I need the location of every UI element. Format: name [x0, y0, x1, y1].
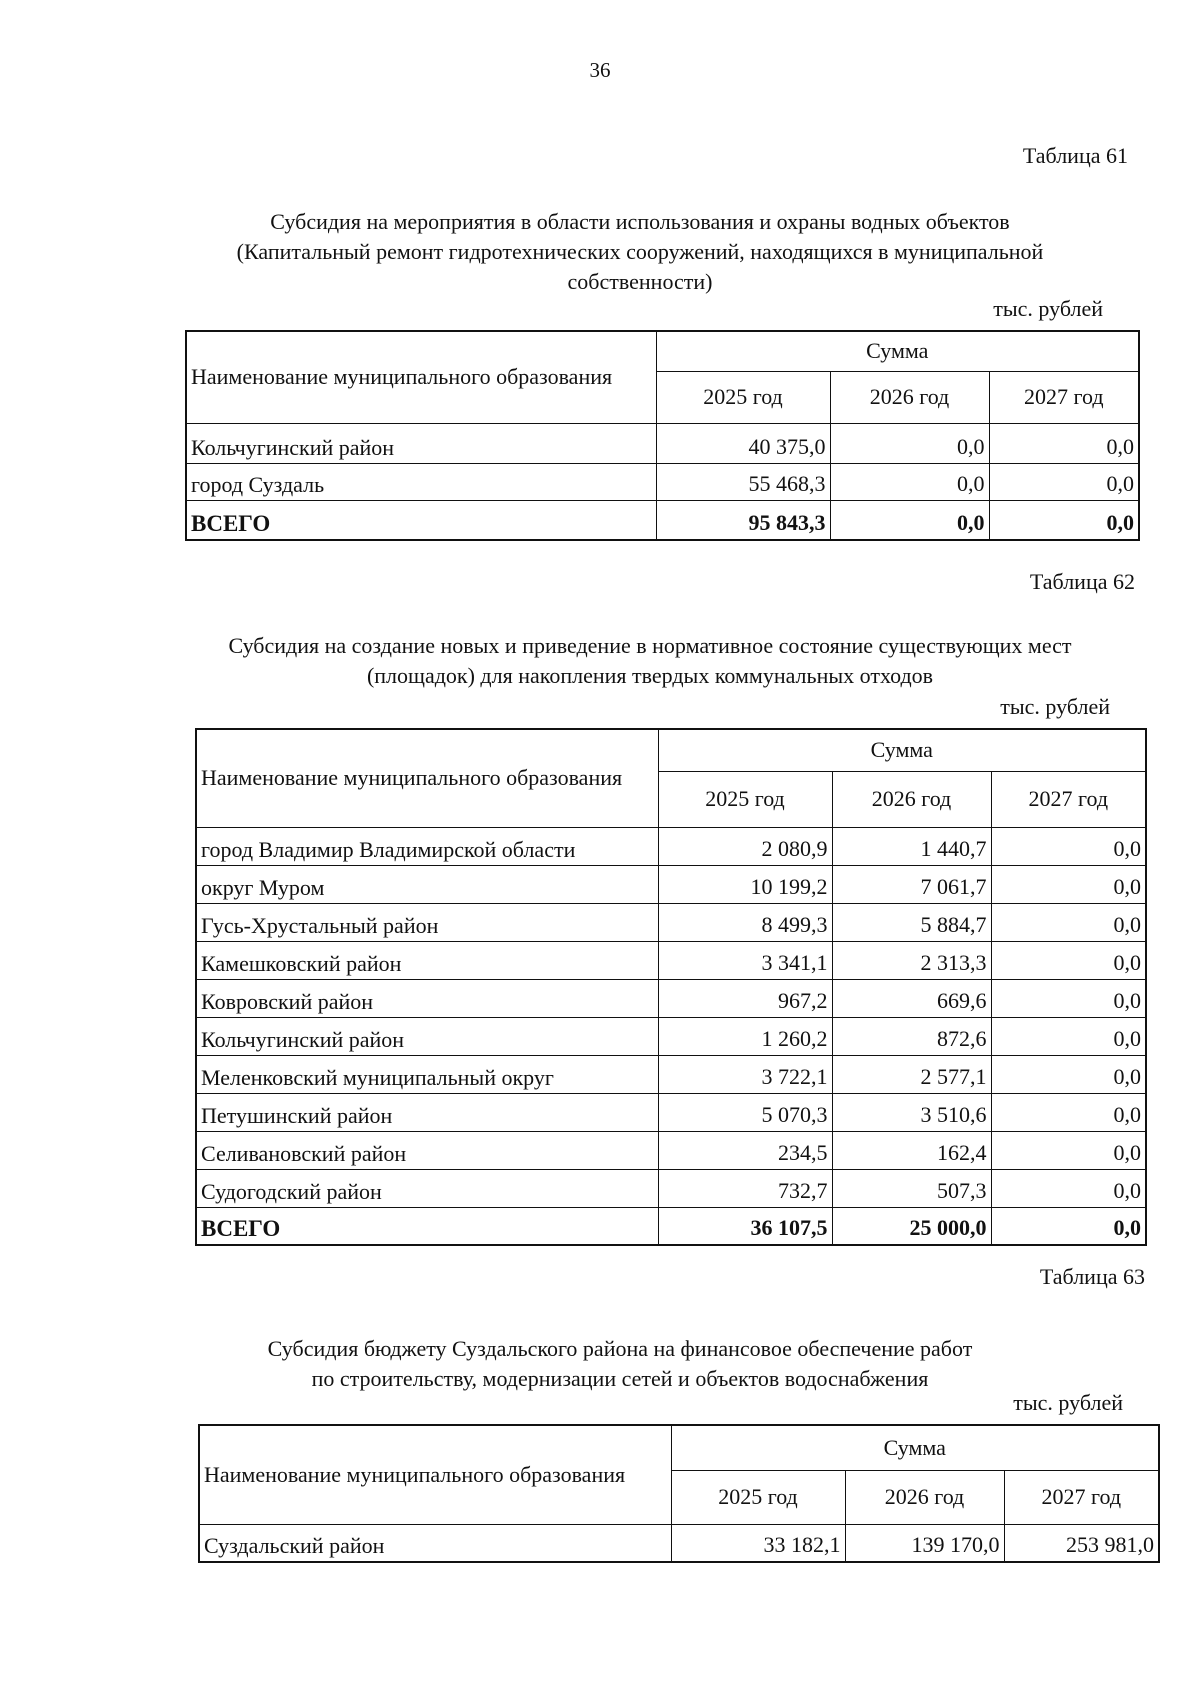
value-2025: 40 375,0 [656, 423, 830, 463]
value-2025: 732,7 [658, 1169, 832, 1207]
value-2026: 2 577,1 [832, 1055, 991, 1093]
value-2025: 55 468,3 [656, 463, 830, 500]
row-name: город Владимир Владимирской области [196, 827, 658, 865]
year-header-2026: 2026 год [845, 1470, 1004, 1524]
value-2027: 253 981,0 [1004, 1524, 1159, 1562]
table-63-unit: тыс. рублей [1013, 1390, 1123, 1415]
value-2027: 0,0 [991, 941, 1146, 979]
sum-header: Сумма [671, 1425, 1159, 1470]
total-2025: 36 107,5 [658, 1207, 832, 1245]
title-line: (площадок) для накопления твердых коммунальных отходов [366, 663, 934, 688]
page-number: 36 [589, 58, 611, 82]
table-62 [195, 728, 1147, 1246]
total-row [186, 500, 1139, 540]
value-2025: 10 199,2 [658, 865, 832, 903]
row-name: Суздальский район [199, 1524, 671, 1562]
total-label: ВСЕГО [196, 1207, 658, 1245]
table-61 [185, 330, 1140, 541]
row-name: Селивановский район [196, 1131, 658, 1169]
table-row [186, 463, 1139, 500]
value-2026: 7 061,7 [832, 865, 991, 903]
row-name: округ Муром [196, 865, 658, 903]
value-2025: 967,2 [658, 979, 832, 1017]
row-name: Кольчугинский район [186, 423, 656, 463]
value-2027: 0,0 [989, 463, 1139, 500]
value-2025: 3 341,1 [658, 941, 832, 979]
total-label: ВСЕГО [186, 500, 656, 540]
year-header-2026: 2026 год [830, 371, 989, 423]
year-header-2027: 2027 год [991, 771, 1146, 827]
year-header-2025: 2025 год [658, 771, 832, 827]
total-2026: 0,0 [830, 500, 989, 540]
value-2025: 234,5 [658, 1131, 832, 1169]
row-name: Петушинский район [196, 1093, 658, 1131]
table-row [196, 1017, 1146, 1055]
table-63-label: Таблица 63 [1039, 1264, 1145, 1289]
table-63-title [180, 1334, 1060, 1394]
value-2027: 0,0 [991, 827, 1146, 865]
value-2027: 0,0 [991, 979, 1146, 1017]
name-column-header: Наименование муниципального образования [196, 729, 658, 827]
value-2026: 139 170,0 [845, 1524, 1004, 1562]
table-row [199, 1524, 1159, 1562]
value-2027: 0,0 [991, 1055, 1146, 1093]
total-row [196, 1207, 1146, 1245]
year-header-2025: 2025 год [671, 1470, 845, 1524]
row-name: Судогодский район [196, 1169, 658, 1207]
table-row [196, 1169, 1146, 1207]
row-name: Ковровский район [196, 979, 658, 1017]
value-2027: 0,0 [991, 1131, 1146, 1169]
value-2027: 0,0 [991, 1093, 1146, 1131]
total-2025: 95 843,3 [656, 500, 830, 540]
value-2026: 162,4 [832, 1131, 991, 1169]
title-line: Субсидия на мероприятия в области использования и охраны водных объектов [270, 209, 1010, 234]
row-name: Гусь-Хрустальный район [196, 903, 658, 941]
table-62-title [150, 631, 1150, 691]
name-column-header: Наименование муниципального образования [199, 1425, 671, 1524]
value-2027: 0,0 [991, 1169, 1146, 1207]
value-2025: 33 182,1 [671, 1524, 845, 1562]
value-2025: 2 080,9 [658, 827, 832, 865]
value-2026: 669,6 [832, 979, 991, 1017]
total-2027: 0,0 [991, 1207, 1146, 1245]
table-61-label: Таблица 61 [1022, 143, 1128, 168]
value-2026: 0,0 [830, 423, 989, 463]
year-header-2027: 2027 год [989, 371, 1139, 423]
table-row [196, 941, 1146, 979]
row-name: город Суздаль [186, 463, 656, 500]
title-line: собственности) [567, 269, 713, 294]
value-2027: 0,0 [991, 1017, 1146, 1055]
value-2027: 0,0 [989, 423, 1139, 463]
table-row [196, 827, 1146, 865]
title-line: Субсидия бюджету Суздальского района на финансовое обеспечение работ [267, 1336, 973, 1361]
year-header-2025: 2025 год [656, 371, 830, 423]
value-2026: 1 440,7 [832, 827, 991, 865]
year-header-2027: 2027 год [1004, 1470, 1159, 1524]
value-2026: 3 510,6 [832, 1093, 991, 1131]
table-61-unit: тыс. рублей [993, 296, 1103, 321]
value-2027: 0,0 [991, 903, 1146, 941]
table-row [186, 423, 1139, 463]
table-row [196, 1055, 1146, 1093]
sum-header: Сумма [658, 729, 1146, 771]
table-62-unit: тыс. рублей [1000, 694, 1110, 719]
title-line: по строительству, модернизации сетей и объектов водоснабжения [311, 1366, 929, 1391]
table-row [196, 979, 1146, 1017]
value-2026: 872,6 [832, 1017, 991, 1055]
value-2026: 5 884,7 [832, 903, 991, 941]
total-2026: 25 000,0 [832, 1207, 991, 1245]
value-2026: 0,0 [830, 463, 989, 500]
title-line: Субсидия на создание новых и приведение в нормативное состояние существующих мест [228, 633, 1072, 658]
value-2025: 5 070,3 [658, 1093, 832, 1131]
value-2025: 3 722,1 [658, 1055, 832, 1093]
row-name: Камешковский район [196, 941, 658, 979]
table-61-title [160, 207, 1120, 297]
table-62-label: Таблица 62 [1029, 569, 1135, 594]
row-name: Меленковский муниципальный округ [196, 1055, 658, 1093]
table-row [196, 1131, 1146, 1169]
name-column-header: Наименование муниципального образования [186, 331, 656, 423]
value-2027: 0,0 [991, 865, 1146, 903]
value-2026: 507,3 [832, 1169, 991, 1207]
total-2027: 0,0 [989, 500, 1139, 540]
value-2025: 1 260,2 [658, 1017, 832, 1055]
year-header-2026: 2026 год [832, 771, 991, 827]
title-line: (Капитальный ремонт гидротехнических сооружений, находящихся в муниципальной [236, 239, 1044, 264]
table-63 [198, 1424, 1160, 1563]
row-name: Кольчугинский район [196, 1017, 658, 1055]
sum-header: Сумма [656, 331, 1139, 371]
table-row [196, 903, 1146, 941]
table-row [196, 1093, 1146, 1131]
table-row [196, 865, 1146, 903]
value-2026: 2 313,3 [832, 941, 991, 979]
value-2025: 8 499,3 [658, 903, 832, 941]
